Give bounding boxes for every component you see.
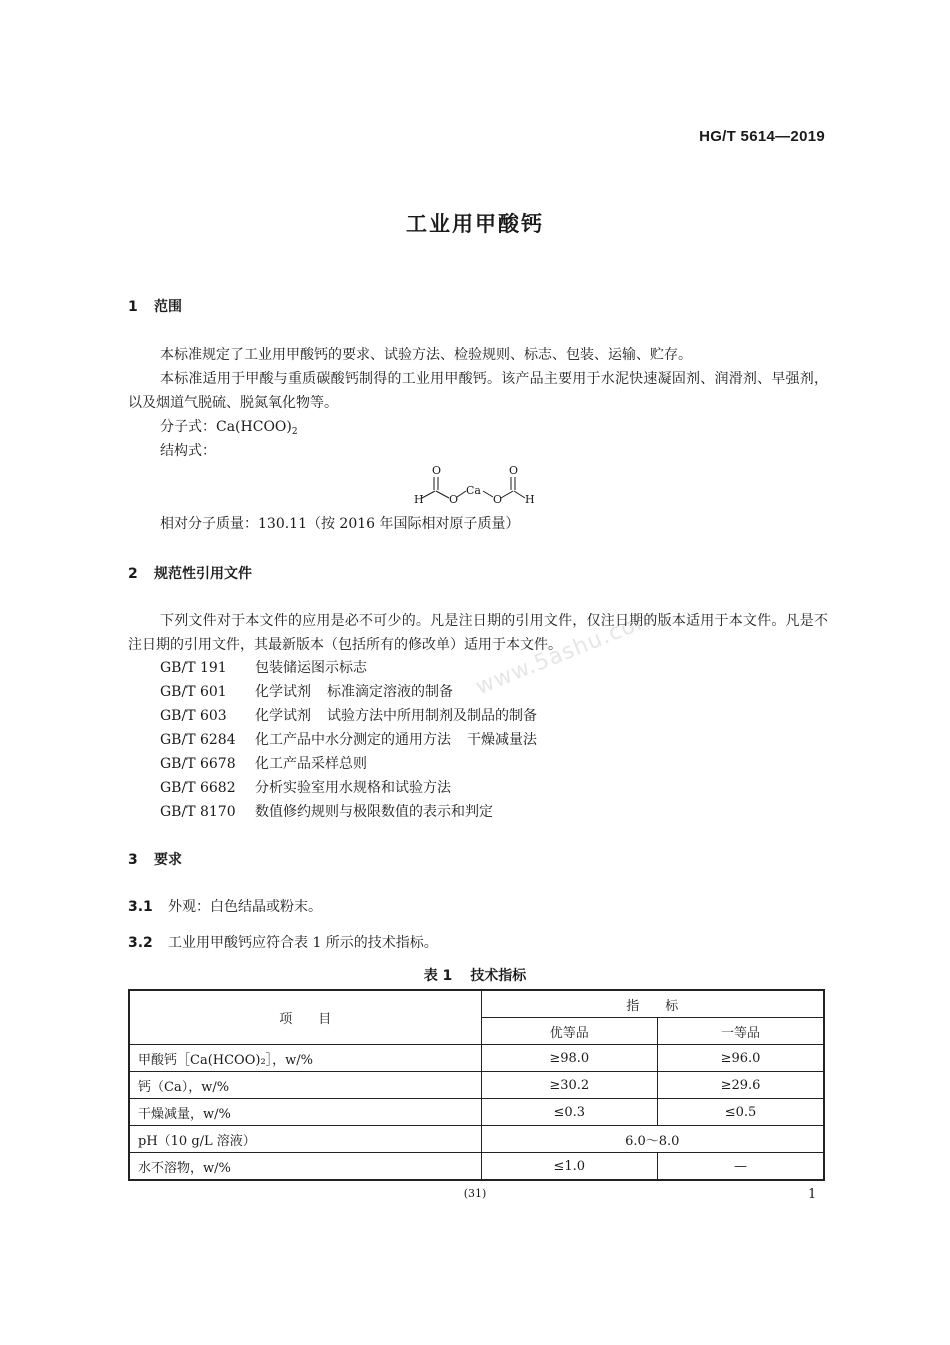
bond-c-o-left [436,491,449,498]
row-value-superior: ≤1.0 [481,1153,657,1181]
row-value-superior: ≥98.0 [481,1045,657,1072]
section-2-heading [128,563,252,583]
formula-main: Ca(HCOO) [216,419,292,435]
clause-3-2 [128,932,438,952]
ref-gbt-6682 [160,777,451,797]
struct-o-left: O [449,493,459,506]
section-1-heading [128,296,182,316]
ref-gbt-601 [160,681,453,701]
standard-code: HG/T 5614—2019 [699,128,825,145]
structure-label: 结构式： [160,443,216,459]
bond-h-c-left [422,491,435,498]
footer-page-sequence: (31) [463,1187,487,1200]
row-item: 钙（Ca），w/% [129,1072,481,1099]
ref-gbt-8170 [160,801,493,821]
clause-3-1-text: 外观：白色结晶或粉末。 [168,899,322,915]
ref-gbt-603 [160,705,537,725]
section-1-number: 1 [128,299,138,315]
table-title [0,965,950,985]
struct-ca: Ca [466,484,481,497]
header-index: 指 标 [481,990,824,1018]
row-value-superior: ≥30.2 [481,1072,657,1099]
spec-table [128,989,825,1181]
table-row [129,1153,824,1181]
header-grade-first: 一等品 [657,1018,824,1045]
section-1-para-2: 本标准适用于甲酸与重质碳酸钙制得的工业用甲酸钙。该产品主要用于水泥快速凝固剂、润滑剂、早强剂，以及烟道气脱硫、脱氮氧化物等。 [128,371,828,411]
structural-formula [400,460,550,516]
table-row [129,1072,824,1099]
section-2-para: 下列文件对于本文件的应用是必不可少的。凡是注日期的引用文件，仅注日期的版本适用于本文件。凡是不注日期的引用文件，其最新版本（包括所有的修改单）适用于本文件。 [128,613,828,653]
bond-ca-o-right [483,491,493,497]
molecular-mass-line: 相对分子质量：130.11（按 2016 年国际相对原子质量） [160,516,520,532]
section-3-heading [128,849,182,869]
table-row [129,1126,824,1153]
ref-gbt-6678 [160,753,367,773]
ref-title: 化学试剂 [255,708,311,724]
ref-code: GB/T 6682 [160,780,236,796]
section-2-number: 2 [128,566,138,582]
formula-label: 分子式： [160,419,216,435]
section-1-title: 范围 [154,299,182,315]
ref-code: GB/T 6284 [160,732,236,748]
ref-title-2: 标准滴定溶液的制备 [327,684,453,700]
ref-code: GB/T 603 [160,708,227,724]
ref-title: 化工产品采样总则 [255,756,367,772]
ref-code: GB/T 6678 [160,756,236,772]
clause-3-1-number: 3.1 [128,899,153,915]
ref-title: 分析实验室用水规格和试验方法 [255,780,451,796]
ref-title: 数值修约规则与极限数值的表示和判定 [255,804,493,820]
struct-o-right: O [493,493,503,506]
section-3-number: 3 [128,852,138,868]
clause-3-2-number: 3.2 [128,935,153,951]
ref-code: GB/T 191 [160,660,227,676]
clause-3-2-text: 工业用甲酸钙应符合表 1 所示的技术指标。 [168,935,438,951]
struct-h-left: H [414,493,424,506]
header-item: 项 目 [129,990,481,1045]
ref-title-2: 干燥减量法 [467,732,537,748]
ref-gbt-6284 [160,729,537,749]
row-value-merged: 6.0～8.0 [481,1126,824,1153]
struct-h-right: H [525,493,535,506]
header-grade-superior: 优等品 [481,1018,657,1045]
document-title: 工业用甲酸钙 [406,212,544,236]
row-item: 水不溶物，w/% [129,1153,481,1181]
molecular-formula-line [160,416,298,437]
formula-subscript: 2 [291,427,298,437]
table-row [129,1099,824,1126]
row-item: pH（10 g/L 溶液） [129,1126,481,1153]
ref-title-2: 试验方法中所用制剂及制品的制备 [327,708,537,724]
ref-title: 包装储运图示标志 [255,660,367,676]
table-row [129,1045,824,1072]
watermark: www.5ashu.com [472,604,661,701]
table-caption: 技术指标 [470,968,527,984]
ref-gbt-191 [160,657,367,677]
table-number: 表 1 [423,968,453,984]
row-value-first: — [657,1153,824,1181]
struct-o-top-right: O [509,464,519,477]
row-value-first: ≥29.6 [657,1072,824,1099]
row-item: 甲酸钙［Ca(HCOO)₂］，w/% [129,1045,481,1072]
bond-o-c-right [501,491,513,498]
table-header-row [129,990,824,1018]
row-item: 干燥减量，w/% [129,1099,481,1126]
row-value-first: ≤0.5 [657,1099,824,1126]
bond-c-h-right [514,491,525,498]
ref-title: 化工产品中水分测定的通用方法 [255,732,451,748]
row-value-first: ≥96.0 [657,1045,824,1072]
section-1-para-1: 本标准规定了工业用甲酸钙的要求、试验方法、检验规则、标志、包装、运输、贮存。 [160,347,692,363]
row-value-superior: ≤0.3 [481,1099,657,1126]
section-3-title: 要求 [154,852,182,868]
bond-o-ca-left [457,491,466,497]
ref-code: GB/T 601 [160,684,227,700]
section-2-title: 规范性引用文件 [154,566,252,582]
footer-page-number: 1 [808,1187,817,1202]
ref-code: GB/T 8170 [160,804,236,820]
ref-title: 化学试剂 [255,684,311,700]
struct-o-top-left: O [432,464,442,477]
clause-3-1 [128,896,322,916]
